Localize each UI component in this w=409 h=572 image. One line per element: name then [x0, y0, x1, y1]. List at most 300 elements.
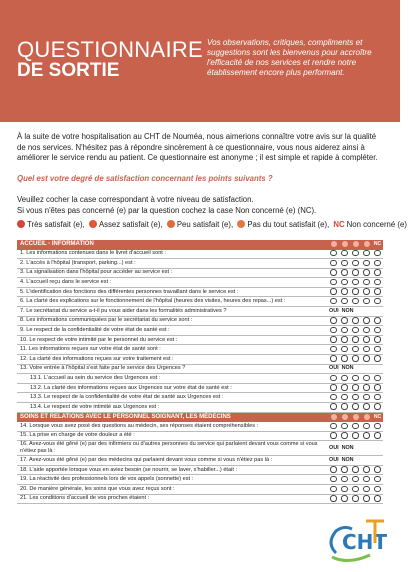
answer-cell [372, 403, 383, 413]
question-row [17, 268, 383, 278]
answer-cell [361, 431, 372, 441]
answer-cell [328, 465, 339, 475]
answer-cell [328, 316, 339, 326]
answer-cell [372, 287, 383, 297]
answer-radio[interactable] [374, 288, 380, 294]
satisfaction-face-icon [342, 241, 348, 247]
answer-radio[interactable] [352, 476, 358, 482]
answer-radio[interactable] [363, 476, 369, 482]
legend-nc-abbr: NC [333, 220, 345, 229]
answer-cell [361, 250, 372, 259]
question-text: 21. Les conditions d'accueil de vos proches étaient : [17, 494, 328, 504]
answer-cell [328, 403, 339, 413]
answer-radio[interactable] [374, 260, 380, 266]
legend-tres: Très satisfait (e), [27, 220, 85, 229]
question-text: 14. Lorsque vous avez posé des questions au médecin, ses réponses étaient compréhensibles : [17, 422, 328, 431]
answer-cell [339, 259, 350, 269]
answer-radio[interactable] [330, 466, 336, 472]
header-face-cell [350, 412, 361, 422]
answer-cell [328, 297, 339, 307]
answer-cell [328, 345, 339, 355]
legend [17, 220, 409, 229]
header-face-cell [328, 240, 339, 250]
answer-cell [372, 475, 383, 485]
answer-radio[interactable] [330, 394, 336, 400]
answer-cell [372, 278, 383, 288]
answer-radio[interactable] [341, 269, 347, 275]
answer-cell [350, 383, 361, 393]
answer-cell [372, 335, 383, 345]
answer-radio[interactable] [363, 336, 369, 342]
answer-radio[interactable] [352, 375, 358, 381]
answer-radio[interactable] [363, 288, 369, 294]
question-row [17, 431, 383, 441]
answer-radio[interactable] [363, 317, 369, 323]
answer-radio[interactable] [330, 346, 336, 352]
very-satisfied-icon [17, 220, 25, 228]
instructions [17, 195, 385, 216]
question-text: 19. La réactivité des professionnels lors de vos appels (sonnette) est : [17, 475, 328, 485]
answer-radio[interactable] [363, 250, 369, 256]
answer-radio[interactable] [374, 336, 380, 342]
answer-radio[interactable] [341, 495, 347, 501]
answer-radio[interactable] [374, 317, 380, 323]
answer-cell [328, 422, 339, 431]
answer-cell [361, 374, 372, 384]
answer-radio[interactable] [330, 403, 336, 409]
answer-radio[interactable] [330, 432, 336, 438]
answer-radio[interactable] [341, 279, 347, 285]
answer-cell [350, 268, 361, 278]
question-row [17, 297, 383, 307]
header-nc-cell [372, 412, 383, 422]
answer-cell [350, 393, 361, 403]
satisfaction-face-icon [364, 241, 370, 247]
oui-label: OUI [329, 365, 339, 372]
answer-radio[interactable] [374, 269, 380, 275]
answer-cell [350, 422, 361, 431]
unsatisfied-icon [167, 220, 175, 228]
answer-radio[interactable] [341, 476, 347, 482]
legend-pas: Pas du tout satisfait (e), [247, 220, 330, 229]
answer-radio[interactable] [330, 317, 336, 323]
cht-logo [322, 513, 392, 567]
answer-radio[interactable] [374, 250, 380, 256]
question-row [17, 441, 383, 456]
answer-cell [328, 326, 339, 336]
answer-cell [339, 335, 350, 345]
answer-radio[interactable] [363, 495, 369, 501]
question-row [17, 307, 383, 317]
answer-radio[interactable] [330, 260, 336, 266]
header-face-cell [361, 240, 372, 250]
answer-radio[interactable] [330, 384, 336, 390]
question-row [17, 364, 383, 374]
answer-cell [350, 374, 361, 384]
satisfaction-face-icon [342, 414, 348, 420]
answer-radio[interactable] [330, 476, 336, 482]
answer-radio[interactable] [374, 384, 380, 390]
question-row [17, 316, 383, 326]
answer-radio[interactable] [374, 355, 380, 361]
answer-cell [339, 374, 350, 384]
answer-cell [372, 268, 383, 278]
question-text: 7. Le secrétariat du service a-t-il pu vous aider dans les formalités administratives ? [17, 307, 328, 317]
answer-radio[interactable] [352, 250, 358, 256]
answer-cell [339, 297, 350, 307]
answer-radio[interactable] [363, 466, 369, 472]
answer-cell [361, 475, 372, 485]
question-row [17, 465, 383, 475]
answer-radio[interactable] [374, 476, 380, 482]
section-header [17, 240, 383, 250]
yes-no-cell [328, 364, 383, 374]
answer-cell [350, 250, 361, 259]
answer-cell [350, 335, 361, 345]
answer-radio[interactable] [352, 486, 358, 492]
answer-radio[interactable] [330, 495, 336, 501]
answer-cell [350, 259, 361, 269]
answer-cell [361, 494, 372, 504]
answer-cell [328, 383, 339, 393]
header-face-cell [328, 412, 339, 422]
question-text: 13. Votre entrée à l'hôpital s'est faite par le service des Urgences ? [17, 364, 328, 374]
answer-cell [328, 268, 339, 278]
header-banner [0, 0, 400, 122]
answer-cell [339, 268, 350, 278]
answer-cell [361, 268, 372, 278]
answer-cell [372, 374, 383, 384]
question-row [17, 383, 383, 393]
nc-label: NC [373, 413, 382, 420]
answer-cell [328, 374, 339, 384]
question-text: 2. L'accès à l'hôpital (transport, parking...) est : [17, 259, 328, 269]
answer-cell [350, 287, 361, 297]
question-text: 13.3. Le respect de la confidentialité de votre état de santé aux Urgences est : [17, 393, 328, 403]
answer-radio[interactable] [341, 466, 347, 472]
answer-cell [350, 316, 361, 326]
answer-cell [328, 355, 339, 365]
answer-cell [350, 494, 361, 504]
answer-radio[interactable] [341, 260, 347, 266]
question-text: 18. L'aide apportée lorsque vous en aviez besoin (se nourrir, se laver, s'habiller...) était : [17, 465, 328, 475]
very-unsatisfied-icon [237, 220, 245, 228]
answer-radio[interactable] [330, 327, 336, 333]
answer-cell [372, 250, 383, 259]
answer-radio[interactable] [363, 403, 369, 409]
oui-label: OUI [329, 457, 339, 464]
question-row [17, 355, 383, 365]
answer-radio[interactable] [352, 336, 358, 342]
legend-peu: Peu satisfait (e), [176, 220, 234, 229]
answer-radio[interactable] [352, 288, 358, 294]
answer-radio[interactable] [374, 327, 380, 333]
answer-radio[interactable] [352, 403, 358, 409]
answer-cell [361, 422, 372, 431]
answer-cell [328, 278, 339, 288]
answer-radio[interactable] [363, 384, 369, 390]
answer-cell [328, 393, 339, 403]
non-label: NON [341, 307, 354, 314]
question-text: 3. La signalisation dans l'hôpital pour accéder au service est : [17, 268, 328, 278]
answer-radio[interactable] [341, 375, 347, 381]
answer-cell [372, 297, 383, 307]
answer-radio[interactable] [374, 486, 380, 492]
answer-cell [361, 345, 372, 355]
answer-radio[interactable] [363, 423, 369, 429]
answer-radio[interactable] [341, 486, 347, 492]
answer-radio[interactable] [352, 466, 358, 472]
question-row [17, 278, 383, 288]
answer-cell [361, 403, 372, 413]
answer-radio[interactable] [341, 346, 347, 352]
answer-radio[interactable] [352, 432, 358, 438]
answer-cell [372, 485, 383, 495]
answer-cell [339, 326, 350, 336]
yes-no-cell [328, 456, 383, 466]
answer-cell [372, 259, 383, 269]
logo-text: CHT [342, 530, 388, 554]
question-text: 6. La clarté des explications sur le fonctionnement de l'hôpital (heures des visites, heures des repas...) est : [17, 297, 328, 307]
question-row [17, 335, 383, 345]
answer-radio[interactable] [352, 495, 358, 501]
answer-radio[interactable] [330, 250, 336, 256]
answer-radio[interactable] [374, 346, 380, 352]
answer-radio[interactable] [341, 384, 347, 390]
title-line1: QUESTIONNAIRE [17, 37, 204, 62]
satisfaction-face-icon [331, 414, 337, 420]
answer-radio[interactable] [330, 288, 336, 294]
question-row [17, 403, 383, 413]
header-nc-cell [372, 240, 383, 250]
answer-radio[interactable] [374, 279, 380, 285]
answer-cell [328, 485, 339, 495]
section-title: ACCUEIL - INFORMATION [17, 240, 328, 250]
answer-cell [339, 345, 350, 355]
answer-cell [339, 465, 350, 475]
answer-cell [350, 431, 361, 441]
question-row [17, 326, 383, 336]
answer-radio[interactable] [352, 355, 358, 361]
answer-radio[interactable] [330, 336, 336, 342]
header-face-cell [339, 240, 350, 250]
header-face-cell [350, 240, 361, 250]
answer-cell [339, 393, 350, 403]
answer-cell [361, 355, 372, 365]
question-text: 15. La prise en charge de votre douleur a été : [17, 431, 328, 441]
answer-radio[interactable] [341, 327, 347, 333]
answer-radio[interactable] [352, 260, 358, 266]
answer-cell [328, 431, 339, 441]
question-row [17, 456, 383, 466]
answer-cell [328, 335, 339, 345]
answer-cell [339, 431, 350, 441]
answer-cell [350, 465, 361, 475]
answer-cell [350, 485, 361, 495]
answer-radio[interactable] [341, 288, 347, 294]
answer-radio[interactable] [330, 423, 336, 429]
answer-cell [339, 485, 350, 495]
answer-cell [350, 297, 361, 307]
answer-radio[interactable] [374, 298, 380, 304]
question-row [17, 485, 383, 495]
question-row [17, 250, 383, 259]
nc-label: NC [373, 241, 382, 248]
answer-cell [350, 355, 361, 365]
answer-cell [339, 287, 350, 297]
answer-radio[interactable] [374, 375, 380, 381]
oui-label: OUI [329, 307, 339, 314]
legend-nc: Non concerné (e) [346, 220, 407, 229]
answer-radio[interactable] [341, 403, 347, 409]
section-title: SOINS ET RELATIONS AVEC LE PERSONNEL SOIGNANT, LES MÉDECINS [17, 412, 328, 422]
question-row [17, 345, 383, 355]
question-text: 1. Les informations contenues dans le livret d'accueil sont : [17, 250, 328, 259]
answer-radio[interactable] [352, 317, 358, 323]
answer-radio[interactable] [330, 279, 336, 285]
answer-cell [372, 326, 383, 336]
title-line2: DE SORTIE [17, 60, 120, 81]
question-row [17, 393, 383, 403]
answer-radio[interactable] [363, 269, 369, 275]
answer-radio[interactable] [363, 260, 369, 266]
answer-radio[interactable] [352, 298, 358, 304]
answer-cell [361, 297, 372, 307]
answer-cell [339, 494, 350, 504]
instruction-line1: Veuillez cocher la case correspondant à votre niveau de satisfaction. [17, 195, 254, 204]
answer-cell [372, 422, 383, 431]
answer-radio[interactable] [341, 423, 347, 429]
answer-radio[interactable] [330, 269, 336, 275]
answer-cell [350, 278, 361, 288]
answer-radio[interactable] [363, 327, 369, 333]
header-face-cell [339, 412, 350, 422]
answer-cell [361, 316, 372, 326]
answer-radio[interactable] [374, 432, 380, 438]
question-text: 13.1. L'accueil au sein du service des Urgences est : [17, 374, 328, 384]
answer-radio[interactable] [374, 466, 380, 472]
answer-radio[interactable] [363, 394, 369, 400]
answer-radio[interactable] [352, 327, 358, 333]
answer-radio[interactable] [374, 423, 380, 429]
answer-cell [372, 494, 383, 504]
answer-cell [339, 355, 350, 365]
answer-cell [361, 335, 372, 345]
answer-cell [339, 475, 350, 485]
question-row [17, 374, 383, 384]
satisfaction-face-icon [331, 241, 337, 247]
question-text: 17. Avez-vous été gêné (e) par des médecins qui parlaient devant vous comme si vous n'étiez pas là : [17, 456, 328, 466]
question-text: 11. Les informations reçues sur votre état de santé sont : [17, 345, 328, 355]
answer-cell [339, 316, 350, 326]
answer-radio[interactable] [352, 269, 358, 275]
answer-radio[interactable] [363, 355, 369, 361]
satisfaction-question: Quel est votre degré de satisfaction concernant les points suivants ? [17, 174, 273, 183]
answer-cell [350, 326, 361, 336]
question-text: 9. Le respect de la confidentialité de votre état de santé est : [17, 326, 328, 336]
answer-radio[interactable] [374, 403, 380, 409]
answer-cell [328, 287, 339, 297]
answer-cell [361, 259, 372, 269]
answer-radio[interactable] [330, 298, 336, 304]
answer-cell [350, 345, 361, 355]
header-face-cell [361, 412, 372, 422]
oui-label: OUI [329, 444, 339, 451]
answer-radio[interactable] [341, 317, 347, 323]
answer-radio[interactable] [330, 486, 336, 492]
question-row [17, 259, 383, 269]
answer-radio[interactable] [363, 279, 369, 285]
question-text: 10. Le respect de votre intimité par le personnel du service est : [17, 335, 328, 345]
answer-cell [328, 494, 339, 504]
answer-cell [361, 278, 372, 288]
answer-cell [339, 250, 350, 259]
answer-radio[interactable] [363, 486, 369, 492]
answer-radio[interactable] [330, 375, 336, 381]
non-label: NON [341, 457, 354, 464]
answer-radio[interactable] [363, 346, 369, 352]
question-row [17, 287, 383, 297]
non-label: NON [341, 444, 354, 451]
answer-cell [328, 259, 339, 269]
answer-cell [372, 316, 383, 326]
answer-radio[interactable] [341, 298, 347, 304]
question-text: 13.2. La clarté des informations reçues aux Urgences sur votre état de santé est : [17, 383, 328, 393]
answer-cell [372, 345, 383, 355]
answer-radio[interactable] [374, 495, 380, 501]
answer-radio[interactable] [352, 384, 358, 390]
answer-radio[interactable] [352, 279, 358, 285]
question-row [17, 494, 383, 504]
answer-radio[interactable] [352, 423, 358, 429]
answer-radio[interactable] [341, 355, 347, 361]
answer-cell [372, 465, 383, 475]
answer-cell [372, 393, 383, 403]
answer-cell [361, 485, 372, 495]
answer-radio[interactable] [363, 375, 369, 381]
answer-cell [361, 393, 372, 403]
answer-radio[interactable] [341, 394, 347, 400]
satisfied-icon [89, 220, 97, 228]
answer-cell [372, 431, 383, 441]
answer-cell [328, 250, 339, 259]
answer-cell [339, 383, 350, 393]
answer-cell [328, 475, 339, 485]
answer-radio[interactable] [363, 432, 369, 438]
question-text: 16. Avez-vous été gêné (e) par des infirmiers ou d'autres personnes du service qui parlaient devant vous comme si vous n'étiez pas là : [17, 441, 328, 456]
question-text: 5. L'identification des fonctions des différentes personnes travaillant dans le service est : [17, 287, 328, 297]
answer-cell [372, 383, 383, 393]
instruction-line2: Si vous n'êtes pas concerné (e) par la question cochez la case Non concerné (e) (NC). [17, 205, 317, 215]
answer-radio[interactable] [352, 346, 358, 352]
answer-cell [361, 383, 372, 393]
answer-radio[interactable] [363, 298, 369, 304]
intro-text: Vos observations, critiques, compliments et suggestions sont les bienvenus pour accroître l'efficacité de nos services et rendre notre établissement encore plus performant. [207, 38, 372, 77]
answer-radio[interactable] [352, 394, 358, 400]
answer-radio[interactable] [341, 250, 347, 256]
answer-radio[interactable] [341, 432, 347, 438]
intro-paragraph: À la suite de votre hospitalisation au CHT de Nouméa, nous aimerions connaître votre avis sur la qualité de nos services. N'hésitez pas à répondre sincèrement à ce questionnaire, vous nous aiderez ainsi à améliorer le service rendu au patient. Ce questionnaire est anonyme ; il est simple et rapide à compléter. [17, 132, 378, 162]
question-row [17, 422, 383, 431]
answer-radio[interactable] [341, 336, 347, 342]
questionnaire-table [17, 240, 383, 504]
yes-no-cell [328, 307, 383, 317]
satisfaction-face-icon [364, 414, 370, 420]
satisfaction-face-icon [353, 414, 359, 420]
answer-radio[interactable] [330, 355, 336, 361]
answer-radio[interactable] [374, 394, 380, 400]
answer-cell [372, 355, 383, 365]
